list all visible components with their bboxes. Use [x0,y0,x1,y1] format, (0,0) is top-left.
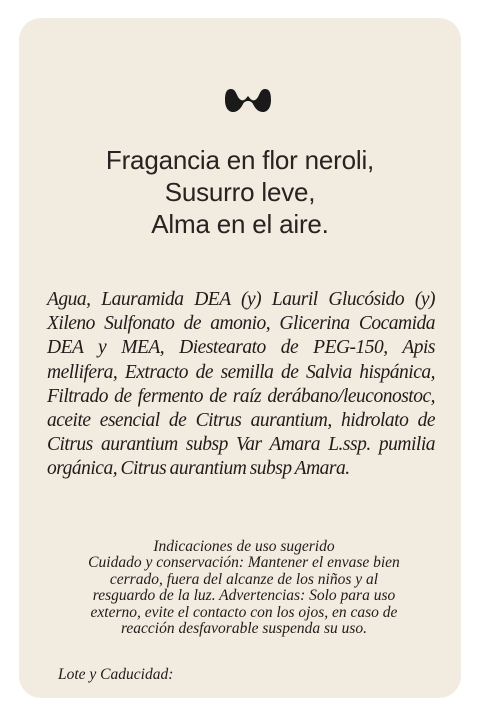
lot-expiry-label: Lote y Caducidad: [58,666,174,683]
brand-mark-icon [225,88,271,114]
usage-line: Cuidado y conservación: Mantener el envase bien [88,554,400,572]
usage-line: cerrado, fuera del alcanze de los niños y al [109,570,379,588]
poem-line: Alma en el aire. [151,209,329,239]
ingredients-list: Agua, Lauramida DEA (y) Lauril Glucósido (y) Xileno Sulfonato de amonio, Glicerina Cocamida DEA y MEA, Diestearato de PEG-150, Apis mellifera, Extracto de semilla de Salvia hispánica, Filtrado de fermento de raíz derábano/leuconostoc, aceite esencial de Citrus aurantium, hidrolato de Citrus aurantium subsp Var Amara L.ssp. pumilia orgánica, Citrus aurantium subsp Amara. [47,289,435,480]
poem [39,144,441,240]
usage-line: resguardo de la luz. Advertencias: Solo para uso [92,587,396,605]
usage-line: externo, evite el contacto con los ojos, en caso de [90,603,398,621]
usage-instructions [49,539,439,637]
usage-line: reacción desfavorable suspenda su uso. [120,620,368,638]
poem-line: Fragancia en flor neroli, [105,145,375,175]
poem-line: Susurro leve, [164,177,316,207]
usage-heading: Indicaciones de uso sugerido [153,538,335,555]
product-label-card [19,18,461,698]
